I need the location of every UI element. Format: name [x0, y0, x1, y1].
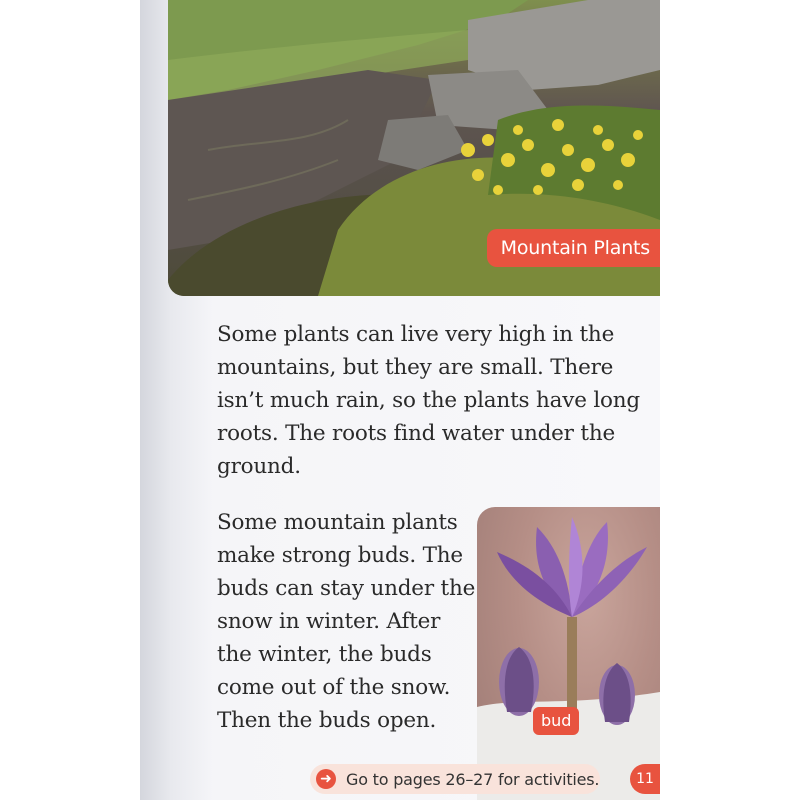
intro-paragraph: Some plants can live very high in the mountains, but they are small. There isn’t much rain, so the plants have long roots. The roots find water under the ground. — [217, 322, 640, 479]
bud-photo — [477, 507, 660, 800]
buds-paragraph: Some mountain plants make strong buds. The buds can stay under the snow in winter. After the winter, the buds come out of the snow. Then the buds open. — [217, 510, 476, 733]
bud-label: bud — [533, 707, 579, 735]
mountain-plants-label: Mountain Plants — [487, 229, 660, 267]
arrow-right-circle-icon: ➜ — [316, 769, 336, 789]
activities-link[interactable] — [310, 764, 600, 794]
pasque-flower-illustration — [477, 507, 660, 800]
page-number: 11 — [630, 764, 660, 794]
activities-text: Go to pages 26–27 for activities. — [346, 769, 600, 789]
mountain-landscape-photo — [168, 0, 660, 296]
book-page — [140, 0, 660, 800]
